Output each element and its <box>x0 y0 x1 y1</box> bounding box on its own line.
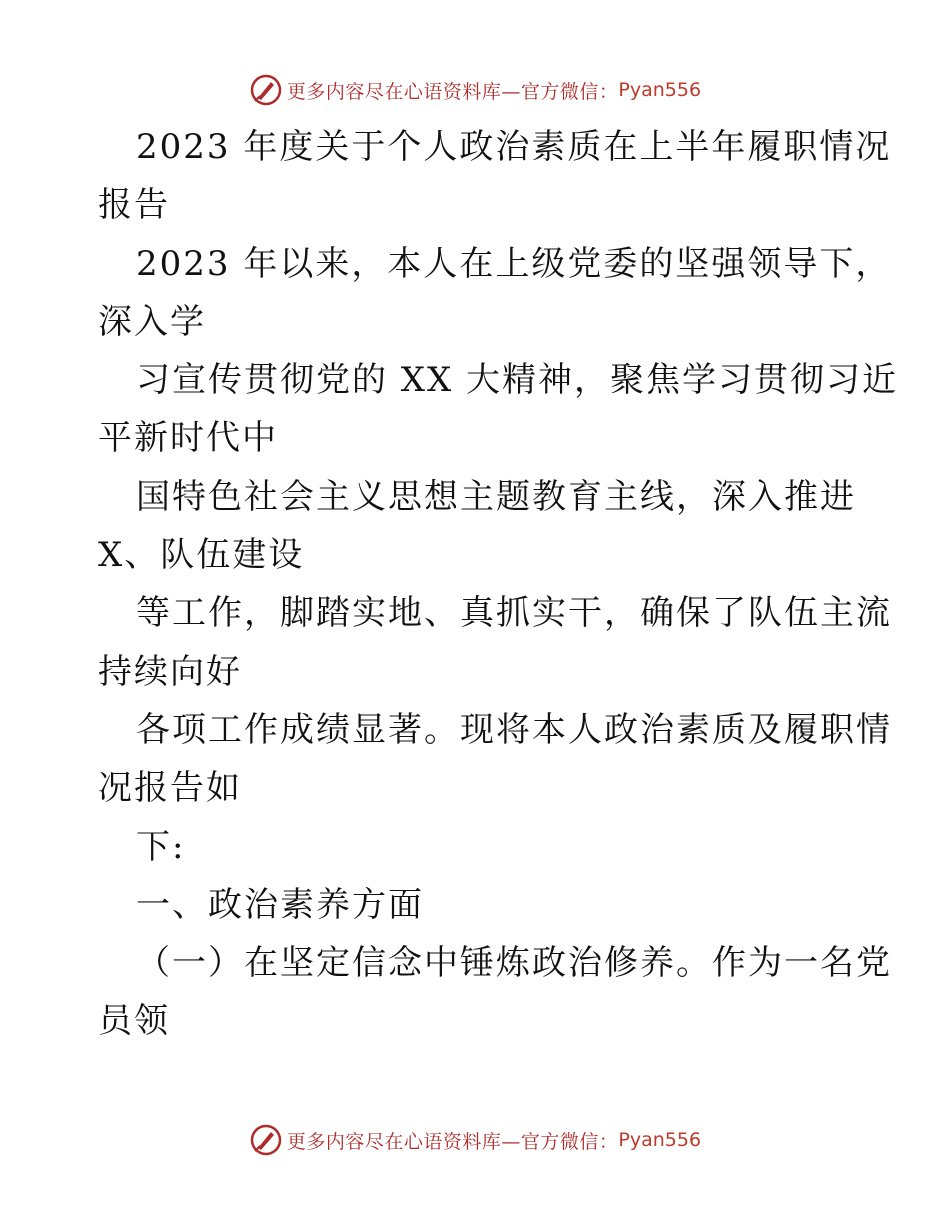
doc-paragraph-line: 持续向好 <box>98 651 242 692</box>
doc-paragraph-line: 下: <box>136 826 186 867</box>
doc-paragraph-line: 况报告如 <box>98 768 242 809</box>
doc-paragraph-line: 国特色社会主义思想主题教育主线，深入推进 <box>136 476 856 517</box>
quill-seal-icon <box>249 1123 283 1157</box>
doc-paragraph-line: 深入学 <box>98 301 206 342</box>
watermark-wechat-id: Pyan556 <box>618 79 702 101</box>
watermark-slogan: 更多内容尽在心语资料库—官方微信： <box>286 80 619 103</box>
doc-paragraph-line: 等工作，脚踏实地、真抓实干，确保了队伍主流 <box>136 593 892 634</box>
doc-paragraph-line: 各项工作成绩显著。现将本人政治素质及履职情 <box>136 709 892 750</box>
doc-paragraph-line: 2023 年以来，本人在上级党委的坚强领导下， <box>136 243 892 284</box>
document-body <box>98 118 899 1051</box>
quill-seal-icon <box>249 73 283 107</box>
doc-paragraph-line: X、队伍建设 <box>98 535 305 576</box>
subsection-line: （一）在坚定信念中锤炼政治修养。作为一名党 <box>136 943 892 984</box>
watermark-slogan: 更多内容尽在心语资料库—官方微信： <box>286 1130 619 1153</box>
doc-title-line-1: 2023 年度关于个人政治素质在上半年履职情况 <box>136 127 892 167</box>
watermark-wechat-id: Pyan556 <box>618 1129 702 1151</box>
subsection-line: 员领 <box>98 1001 170 1042</box>
doc-title-line-2: 报告 <box>98 185 170 226</box>
section-heading: 一、政治素养方面 <box>136 884 424 925</box>
doc-paragraph-line: 平新时代中 <box>98 418 278 459</box>
header-watermark <box>0 70 950 110</box>
doc-paragraph-line: 习宣传贯彻党的 XX 大精神，聚焦学习贯彻习近 <box>136 360 899 401</box>
footer-watermark <box>0 1120 950 1160</box>
